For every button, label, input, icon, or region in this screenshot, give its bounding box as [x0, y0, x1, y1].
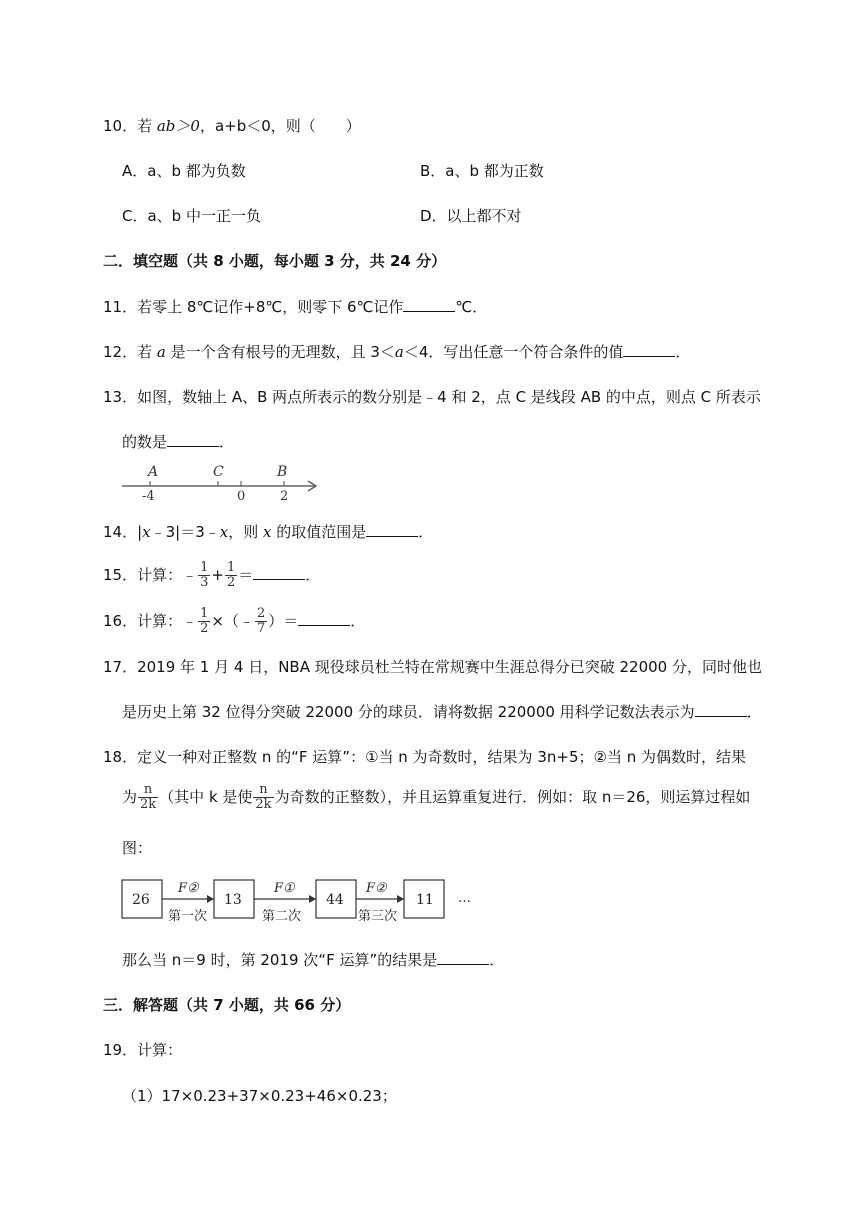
answer-blank — [366, 522, 418, 537]
q10-option-a: A．a、b 都为负数 — [122, 162, 246, 180]
point-c-label: C — [213, 464, 224, 480]
q12: 12．若 a 是一个含有根号的无理数，且 3＜a＜4．写出任意一个符合条件的值 ． — [103, 343, 691, 361]
flow-step-label: 第二次 — [262, 909, 302, 924]
flow-box-value: 44 — [326, 892, 344, 908]
fraction: $\frac{n}{2k}$ — [255, 782, 272, 812]
q18-line3: 图： — [122, 839, 153, 857]
q18-line4: 那么当 n＝9 时，第 2019 次“F 运算”的结果是 ． — [122, 951, 505, 969]
q10-option-b: B．a、b 都为正数 — [420, 162, 544, 180]
f-operation-flow-figure — [118, 872, 488, 928]
q10-stem: 10．若 ab＞0，a+b＜0，则（ ） — [103, 117, 361, 135]
q19-part1: （1）17×0.23+37×0.23+46×0.23； — [122, 1087, 397, 1105]
flow-op-label: F① — [274, 881, 295, 896]
answer-blank — [623, 342, 675, 357]
flow-step-label: 第一次 — [168, 909, 208, 924]
section2-title: 二．填空题（共 8 小题，每小题 3 分，共 24 分） — [103, 252, 447, 270]
flow-op-label: F② — [178, 881, 199, 896]
q10-cond1: ab＞0 — [156, 117, 200, 135]
tick-label: 0 — [237, 489, 246, 504]
flow-box-value: 13 — [224, 892, 242, 908]
q15: 15．计算：﹣ $\frac{1}{3}$ + $\frac{1}{2}$ ＝ ． — [103, 560, 321, 590]
number-line-figure — [118, 462, 328, 504]
fraction: $\frac{1}{2}$ — [200, 606, 209, 636]
tick-label: -4 — [142, 489, 155, 504]
fraction: $\frac{1}{3}$ — [200, 560, 209, 590]
section3-title: 三．解答题（共 7 小题，共 66 分） — [103, 996, 351, 1014]
q18-line1: 18．定义一种对正整数 n 的“F 运算”：①当 n 为奇数时，结果为 3n+5；②当 n 为偶数时，结果 — [103, 748, 746, 766]
q11: 11．若零上 8℃记作+8℃，则零下 6℃记作 ℃． — [103, 298, 488, 316]
point-a-label: A — [148, 464, 159, 480]
fraction: $\frac{2}{7}$ — [256, 606, 266, 636]
tick-label: 2 — [280, 489, 289, 504]
q18-line2: 为 $\frac{n}{2k}$ （其中 k 是使 $\frac{n}{2k}$ 为奇数的正整数），并且运算重复进行．例如：取 n＝26，则运算过程如 — [122, 782, 751, 812]
q17-line1: 17．2019 年 1 月 4 日，NBA 现役球员杜兰特在常规赛中生涯总得分已突破 22000 分，同时他也 — [103, 658, 762, 676]
flow-box-value: 26 — [132, 892, 150, 908]
answer-blank — [403, 297, 455, 312]
q14: 14．|x﹣3|＝3﹣x，则 x 的取值范围是 ． — [103, 523, 434, 541]
flow-ellipsis: … — [458, 891, 471, 906]
q13-line1: 13．如图，数轴上 A、B 两点所表示的数分别是﹣4 和 2，点 C 是线段 AB 的中点，则点 C 所表示 — [103, 388, 761, 406]
flow-op-label: F② — [366, 881, 387, 896]
answer-blank — [167, 432, 219, 447]
answer-blank — [298, 611, 350, 626]
flow-step-label: 第三次 — [358, 909, 398, 924]
fraction: $\frac{n}{2k}$ — [140, 782, 157, 812]
q10-option-c: C．a、b 中一正一负 — [122, 207, 261, 225]
answer-blank — [695, 702, 747, 717]
q13-line2: 的数是 ． — [122, 433, 235, 451]
q16: 16．计算：﹣ $\frac{1}{2}$ ×（﹣ $\frac{2}{7}$ ）＝ ． — [103, 606, 366, 636]
fraction: $\frac{1}{2}$ — [226, 560, 236, 590]
point-b-label: B — [277, 464, 288, 480]
q17-line2: 是历史上第 32 位得分突破 22000 分的球员．请将数据 220000 用科学记数法表示为 ． — [122, 703, 762, 721]
q10-option-d: D．以上都不对 — [420, 207, 522, 225]
answer-blank — [437, 950, 489, 965]
q19-stem: 19．计算： — [103, 1041, 183, 1059]
flow-box-value: 11 — [416, 892, 434, 908]
answer-blank — [253, 565, 305, 580]
